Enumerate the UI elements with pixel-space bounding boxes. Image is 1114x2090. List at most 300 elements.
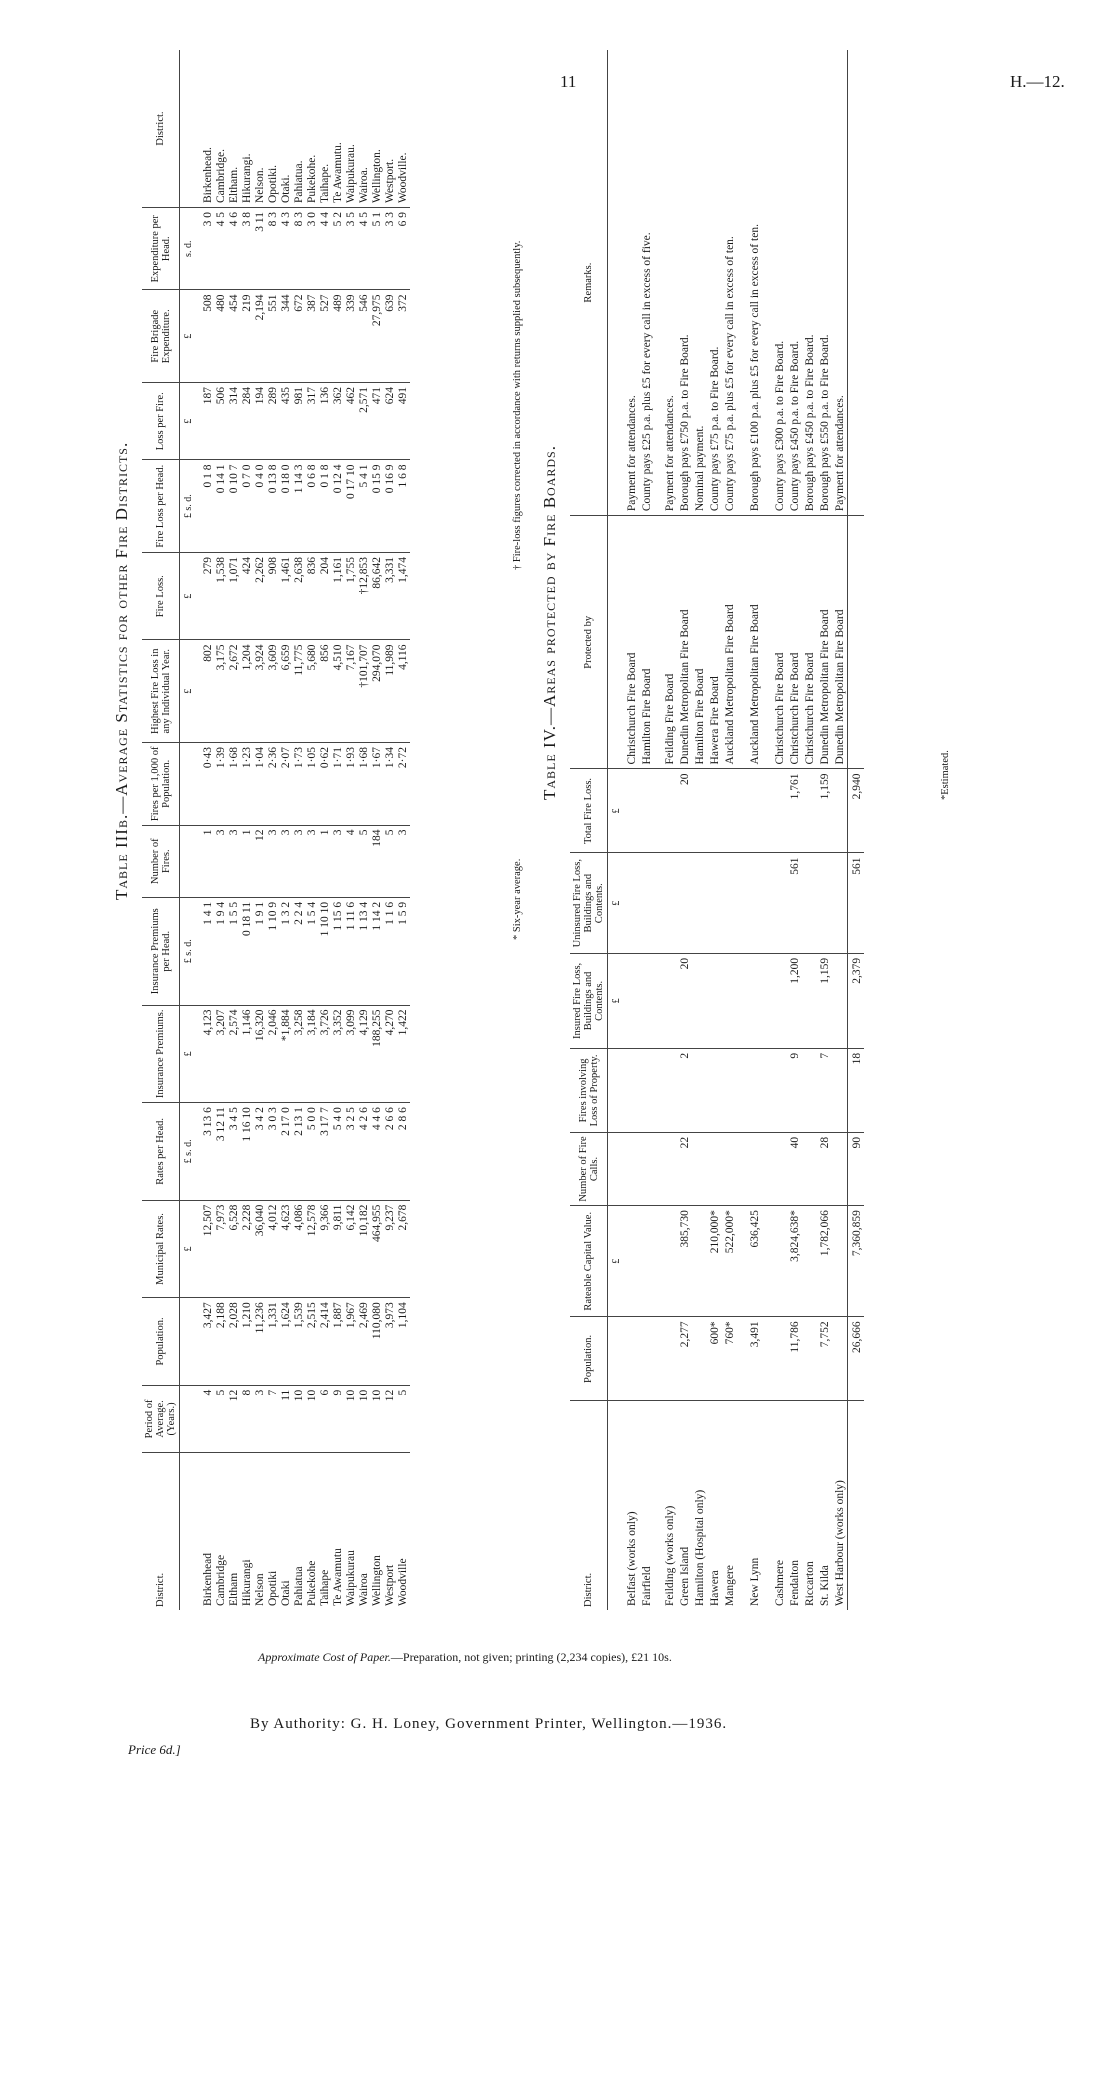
t3-cell: 464,955 — [371, 1200, 384, 1298]
t3-cell: 2·36 — [267, 743, 280, 825]
t3-cell: 462 — [345, 383, 358, 460]
t4-cell — [762, 953, 787, 1048]
t4-cell — [762, 1132, 787, 1205]
t3-cell: 362 — [332, 383, 345, 460]
t3-cell: 10,182 — [358, 1200, 371, 1298]
t4-cell: 7 — [817, 1048, 832, 1132]
t3-cell: Te Awamutu. — [332, 50, 345, 208]
t3-column-header: Fire Loss per Head. — [142, 460, 180, 553]
t4-cell — [802, 1206, 817, 1317]
t3-column-header: Population. — [142, 1298, 180, 1386]
t3-cell: 1,755 — [345, 552, 358, 640]
t3-cell: 0 17 10 — [345, 460, 358, 553]
t4-cell — [707, 1132, 722, 1205]
t3-cell: 3,207 — [215, 1005, 228, 1103]
t3-cell: 471 — [371, 383, 384, 460]
t4-cell: Hawera — [709, 1570, 721, 1606]
t3-cell: 1,161 — [332, 552, 345, 640]
t3-row — [293, 50, 306, 1610]
t3-cell: Pahiatua. — [293, 50, 306, 208]
t4-cell — [707, 769, 722, 853]
t4-cell: County pays £75 p.a. plus £5 for every call in excess of ten. — [722, 50, 737, 516]
t4-column-header: Population. — [570, 1317, 608, 1401]
t3-row — [371, 50, 384, 1610]
t4-cell — [802, 1132, 817, 1205]
t3-cell: 5 — [215, 1385, 228, 1452]
t4-cell: Dunedin Metropolitan Fire Board — [677, 516, 692, 769]
t3-cell: 3 — [293, 825, 306, 897]
t3-cell: 1,967 — [345, 1298, 358, 1386]
table3-footnote-six-year: * Six-year average. — [512, 858, 523, 940]
t4-cell: Christchurch Fire Board — [802, 516, 817, 769]
t3-cell: 279 — [196, 552, 215, 640]
t4-cell: Christchurch Fire Board — [762, 516, 787, 769]
t3-cell: 546 — [358, 290, 371, 383]
t3-cell: Pukekohe. — [306, 50, 319, 208]
t4-cell: St. Kilda — [819, 1565, 831, 1606]
t3-cell: 3,352 — [332, 1005, 345, 1103]
t3-cell: 4,270 — [384, 1005, 397, 1103]
t3-unit-label: £ — [180, 552, 197, 640]
t3-row — [306, 50, 319, 1610]
t3-cell: 1 5 4 — [306, 897, 319, 1005]
t3-cell: 1 4 1 — [196, 897, 215, 1005]
t3-cell: 3 11 — [254, 208, 267, 290]
t4-cell — [722, 853, 737, 953]
t3-cell: 6 9 — [397, 208, 410, 290]
t3-cell: Taihape. — [319, 50, 332, 208]
t3-cell: 2,469 — [358, 1298, 371, 1386]
t3-cell: 1 — [196, 825, 215, 897]
t3-cell: 188,255 — [371, 1005, 384, 1103]
t3-cell: 2,672 — [228, 640, 241, 743]
t3-unit-label: £ — [180, 1005, 197, 1103]
t3-cell: 3 — [254, 1385, 267, 1452]
t4-totals-row — [848, 50, 865, 1610]
t3-cell: 1 11 6 — [345, 897, 358, 1005]
t4-total-cell: 18 — [848, 1048, 865, 1132]
t3-cell: 1,146 — [241, 1005, 254, 1103]
t3-unit-label: £ s. d. — [180, 460, 197, 553]
t3-cell: 0 10 7 — [228, 460, 241, 553]
t4-cell — [832, 1206, 848, 1317]
t3-cell: Birkenhead. — [196, 50, 215, 208]
t4-cell: 2,277 — [677, 1317, 692, 1401]
cost-text: —Preparation, not given; printing (2,234 copies), £21 10s. — [390, 1650, 672, 1664]
t3-cell: 981 — [293, 383, 306, 460]
t4-cell — [762, 1317, 787, 1401]
t4-cell — [707, 1048, 722, 1132]
t3-column-header: Municipal Rates. — [142, 1200, 180, 1298]
t3-cell: 2,188 — [215, 1298, 228, 1386]
t3-cell: 3,175 — [215, 640, 228, 743]
t3-cell: 2,028 — [228, 1298, 241, 1386]
t3-cell: 3,099 — [345, 1005, 358, 1103]
t3-column-header: District. — [142, 50, 180, 208]
t3-cell: 836 — [306, 552, 319, 640]
t3-cell: 424 — [241, 552, 254, 640]
t3-cell: 10 — [358, 1385, 371, 1452]
t3-cell: 6,142 — [345, 1200, 358, 1298]
t3-row — [228, 50, 241, 1610]
t3-cell: 339 — [345, 290, 358, 383]
t4-row — [737, 50, 762, 1610]
t3-row — [254, 50, 267, 1610]
t3-cell: 1,887 — [332, 1298, 345, 1386]
t4-cell — [639, 1317, 654, 1401]
t4-cell: Cashmere — [774, 1560, 786, 1606]
t3-cell: 4 — [196, 1385, 215, 1452]
t4-cell — [654, 769, 677, 853]
t4-cell: New Lynn — [749, 1557, 761, 1606]
t4-cell — [624, 953, 639, 1048]
t3-cell: 3 4 5 — [228, 1103, 241, 1201]
t3-column-header: Insurance Premiums per Head. — [142, 897, 180, 1005]
t3-cell: 12 — [254, 825, 267, 897]
t3-cell: 4 4 6 — [371, 1103, 384, 1201]
t3-cell: 219 — [241, 290, 254, 383]
t3-cell: Wellington — [371, 1555, 383, 1606]
t3-cell: 0 18 0 — [280, 460, 293, 553]
page-number: 11 — [560, 72, 577, 91]
t4-cell — [654, 1317, 677, 1401]
t4-cell — [802, 853, 817, 953]
t4-cell: 600* — [707, 1317, 722, 1401]
t3-cell: 3,924 — [254, 640, 267, 743]
t3-cell: 314 — [228, 383, 241, 460]
t4-column-header: Total Fire Loss. — [570, 769, 608, 853]
t3-cell: 3,184 — [306, 1005, 319, 1103]
t4-row — [707, 50, 722, 1610]
t3-cell: 2 17 0 — [280, 1103, 293, 1201]
t3-cell: 3 — [397, 825, 410, 897]
t4-unit-label — [608, 1317, 625, 1401]
t3-column-header: Fires per 1,000 of Population. — [142, 743, 180, 825]
t3-cell: 527 — [319, 290, 332, 383]
t4-cell: 2 — [677, 1048, 692, 1132]
t3-cell: 12 — [384, 1385, 397, 1452]
t3-cell: 1 16 10 — [241, 1103, 254, 1201]
t4-cell — [624, 769, 639, 853]
t3-unit-label: £ — [180, 290, 197, 383]
t4-total-cell: 90 — [848, 1132, 865, 1205]
t3-cell: Te Awamutu — [332, 1548, 344, 1606]
t3-cell: 489 — [332, 290, 345, 383]
t3-cell: 672 — [293, 290, 306, 383]
t3-cell: 4 5 — [358, 208, 371, 290]
t4-cell — [624, 1048, 639, 1132]
t4-cell — [737, 1048, 762, 1132]
t4-cell — [692, 953, 707, 1048]
t3-cell: †12,853 — [358, 552, 371, 640]
t4-cell: 9 — [787, 1048, 802, 1132]
t3-unit-label: £ s. d. — [180, 897, 197, 1005]
t3-cell: 3,427 — [196, 1298, 215, 1386]
t3-cell: 4 3 — [280, 208, 293, 290]
t3-cell: 0 15 9 — [371, 460, 384, 553]
table3 — [142, 50, 410, 1610]
t3-column-header: Fire Brigade Expenditure. — [142, 290, 180, 383]
t3-cell: 1,474 — [397, 552, 410, 640]
t3-cell: Waipukurau — [345, 1550, 357, 1606]
t3-cell: Taihape — [319, 1569, 331, 1606]
t4-row — [787, 50, 802, 1610]
t4-unit-label — [608, 1132, 625, 1205]
t3-cell: 1 1 6 — [384, 897, 397, 1005]
t4-cell: 561 — [787, 853, 802, 953]
t3-cell: 5 — [397, 1385, 410, 1452]
t3-cell: 5 — [384, 825, 397, 897]
t4-unit-label: £ — [608, 953, 625, 1048]
t3-cell: 435 — [280, 383, 293, 460]
t3-cell: 4,086 — [293, 1200, 306, 1298]
t3-cell: 9 — [332, 1385, 345, 1452]
t3-cell: 1,624 — [280, 1298, 293, 1386]
t4-cell — [692, 1132, 707, 1205]
t3-cell: Westport. — [384, 50, 397, 208]
t3-cell: 0 16 9 — [384, 460, 397, 553]
t3-column-header: Insurance Premiums. — [142, 1005, 180, 1103]
t3-cell: 11,775 — [293, 640, 306, 743]
t3-cell: 1 14 2 — [371, 897, 384, 1005]
t3-cell: 187 — [196, 383, 215, 460]
t3-cell: 204 — [319, 552, 332, 640]
t4-unit-label: £ — [608, 853, 625, 953]
t3-row — [319, 50, 332, 1610]
t3-cell: 2·07 — [280, 743, 293, 825]
t4-cell — [762, 1048, 787, 1132]
table4 — [570, 50, 864, 1610]
t3-cell: 1 15 6 — [332, 897, 345, 1005]
t3-unit-label: £ — [180, 640, 197, 743]
t4-cell — [802, 953, 817, 1048]
t4-cell: Payment for attendances. — [832, 50, 848, 516]
document-reference: H.—12. — [1010, 72, 1065, 91]
t4-cell: 1,761 — [787, 769, 802, 853]
t4-cell: Hamilton (Hospital only) — [694, 1489, 706, 1606]
t3-cell: 4,123 — [196, 1005, 215, 1103]
t3-cell: 3,973 — [384, 1298, 397, 1386]
t4-row — [762, 50, 787, 1610]
t3-cell: 4 2 6 — [358, 1103, 371, 1201]
t4-cell — [639, 1206, 654, 1317]
t4-cell — [624, 1132, 639, 1205]
t3-cell: Birkenhead — [202, 1552, 214, 1606]
t4-cell — [654, 953, 677, 1048]
t4-total-cell — [848, 1401, 865, 1610]
t4-cell — [832, 953, 848, 1048]
t4-column-header: Protected by — [570, 516, 608, 769]
t3-column-header: Highest Fire Loss in any Individual Year. — [142, 640, 180, 743]
t3-column-header: Fire Loss. — [142, 552, 180, 640]
t3-cell: 110,080 — [371, 1298, 384, 1386]
t4-cell — [762, 769, 787, 853]
t3-cell: Hikurangi. — [241, 50, 254, 208]
t3-cell: 1,539 — [293, 1298, 306, 1386]
price: Price 6d.] — [128, 1742, 181, 1757]
t4-cell — [654, 1048, 677, 1132]
t4-cell — [832, 853, 848, 953]
t3-cell: Nelson. — [254, 50, 267, 208]
t4-cell — [802, 769, 817, 853]
t3-cell: 1·23 — [241, 743, 254, 825]
t4-cell — [654, 853, 677, 953]
t3-cell: 1 10 10 — [319, 897, 332, 1005]
t3-cell: 1 3 2 — [280, 897, 293, 1005]
t3-cell: 0 4 0 — [254, 460, 267, 553]
t4-total-cell: 2,940 — [848, 769, 865, 853]
t3-cell: 4,012 — [267, 1200, 280, 1298]
t3-cell: Eltham. — [228, 50, 241, 208]
t3-column-header: Period of Average. (Years.) — [142, 1385, 180, 1452]
t3-cell: 1·67 — [371, 743, 384, 825]
cost-label: Approximate Cost of Paper. — [258, 1650, 391, 1664]
t3-cell: 1·04 — [254, 743, 267, 825]
t4-cell — [722, 1132, 737, 1205]
t4-total-cell — [848, 50, 865, 516]
t4-cell — [762, 853, 787, 953]
t3-cell: Opotiki — [267, 1570, 279, 1606]
t4-cell: Auckland Metropolitan Fire Board — [722, 516, 737, 769]
t4-cell — [639, 769, 654, 853]
t4-unit-label: £ — [608, 769, 625, 853]
t3-cell: 1,210 — [241, 1298, 254, 1386]
t4-cell — [802, 1048, 817, 1132]
t3-cell: 1 — [241, 825, 254, 897]
t3-cell: 3 0 3 — [267, 1103, 280, 1201]
t4-cell: Nominal payment. — [692, 50, 707, 516]
t3-cell: 5 0 0 — [306, 1103, 319, 1201]
t4-cell: Green Island — [679, 1546, 691, 1606]
t4-cell — [722, 1048, 737, 1132]
t3-cell: 1·93 — [345, 743, 358, 825]
t3-cell: 1·34 — [384, 743, 397, 825]
t3-row — [241, 50, 254, 1610]
t4-cell: Dunedin Metropolitan Fire Board — [832, 516, 848, 769]
t3-cell: 11,989 — [384, 640, 397, 743]
t3-row — [384, 50, 397, 1610]
t4-cell — [654, 1206, 677, 1317]
t3-cell: 508 — [196, 290, 215, 383]
t3-unit-label: £ — [180, 383, 197, 460]
t3-row — [215, 50, 228, 1610]
t4-cell: 3,824,638* — [787, 1206, 802, 1317]
t3-cell: 3 17 7 — [319, 1103, 332, 1201]
t3-cell: 491 — [397, 383, 410, 460]
t3-cell: 3 2 5 — [345, 1103, 358, 1201]
t3-row — [345, 50, 358, 1610]
t4-cell: Payment for attendances. — [654, 50, 677, 516]
t3-cell: 6,528 — [228, 1200, 241, 1298]
t3-unit-label — [180, 1453, 197, 1610]
t4-column-header: Insured Fire Loss, Buildings and Contents. — [570, 953, 608, 1048]
t3-cell: 4 — [345, 825, 358, 897]
t3-cell: 5 4 1 — [358, 460, 371, 553]
t4-cell — [639, 1132, 654, 1205]
t4-cell: 11,786 — [787, 1317, 802, 1401]
t3-cell: Pukekohe — [306, 1560, 318, 1606]
t4-cell — [832, 1317, 848, 1401]
t3-cell: 3 4 2 — [254, 1103, 267, 1201]
t4-cell — [624, 853, 639, 953]
t3-cell: 3 13 6 — [196, 1103, 215, 1201]
t3-cell: 2,414 — [319, 1298, 332, 1386]
t4-unit-label — [608, 1048, 625, 1132]
t4-cell: County pays £25 p.a. plus £5 for every call in excess of five. — [639, 50, 654, 516]
t3-cell: 0 1 8 — [319, 460, 332, 553]
t3-cell: 7 — [267, 1385, 280, 1452]
t4-unit-label — [608, 50, 625, 516]
t4-cell: 28 — [817, 1132, 832, 1205]
t3-cell: 802 — [196, 640, 215, 743]
table4-footnote: *Estimated. — [940, 750, 951, 800]
t4-cell: 1,782,066 — [817, 1206, 832, 1317]
t4-column-header: Rateable Capital Value. — [570, 1206, 608, 1317]
t3-cell: 639 — [384, 290, 397, 383]
t3-cell: 3,609 — [267, 640, 280, 743]
t3-cell: 0 13 8 — [267, 460, 280, 553]
t3-cell: 624 — [384, 383, 397, 460]
t3-cell: 2,262 — [254, 552, 267, 640]
t3-cell: 27,975 — [371, 290, 384, 383]
t3-cell: 3,331 — [384, 552, 397, 640]
t4-cell: Borough pays £750 p.a. to Fire Board. — [677, 50, 692, 516]
t4-cell: Feilding Fire Board — [654, 516, 677, 769]
t4-cell: Riccarton — [804, 1561, 816, 1606]
t4-row — [677, 50, 692, 1610]
t4-unit-label: £ — [608, 1206, 625, 1317]
t3-cell: 2,571 — [358, 383, 371, 460]
t4-column-header: Uninsured Fire Loss, Buildings and Contents. — [570, 853, 608, 953]
t3-unit-label — [180, 743, 197, 825]
t4-cell — [722, 953, 737, 1048]
t3-cell: 1 9 1 — [254, 897, 267, 1005]
t4-cell: 385,730 — [677, 1206, 692, 1317]
t4-cell: Christchurch Fire Board — [787, 516, 802, 769]
t4-cell: 1,159 — [817, 769, 832, 853]
t3-cell: 0 14 1 — [215, 460, 228, 553]
t3-cell: 184 — [371, 825, 384, 897]
t3-cell: 1·39 — [215, 743, 228, 825]
t3-row — [358, 50, 371, 1610]
t3-cell: 3 — [280, 825, 293, 897]
t3-cell: Cambridge — [215, 1554, 227, 1606]
t3-cell: 2 8 6 — [397, 1103, 410, 1201]
t4-total-cell: 26,666 — [848, 1317, 865, 1401]
t4-column-header: Remarks. — [570, 50, 608, 516]
t3-cell: 0 7 0 — [241, 460, 254, 553]
t3-cell: 12,507 — [196, 1200, 215, 1298]
t4-cell: County pays £450 p.a. to Fire Board. — [787, 50, 802, 516]
t3-cell: Wairoa. — [358, 50, 371, 208]
t3-cell: 3 — [267, 825, 280, 897]
t4-cell: Fendalton — [789, 1560, 801, 1606]
t4-cell: 1,200 — [787, 953, 802, 1048]
t4-cell — [639, 853, 654, 953]
t3-cell: *1,884 — [280, 1005, 293, 1103]
t4-total-cell: 2,379 — [848, 953, 865, 1048]
t3-unit-label — [180, 1385, 197, 1452]
t4-cell: West Harbour (works only) — [834, 1480, 846, 1606]
t4-cell — [639, 953, 654, 1048]
table4-block — [540, 224, 1114, 2060]
t3-column-header: District. — [142, 1453, 180, 1610]
t4-cell: Dunedin Metropolitan Fire Board — [817, 516, 832, 769]
t3-cell: 12,578 — [306, 1200, 319, 1298]
t3-cell: 4 5 — [215, 208, 228, 290]
t3-cell: 2 2 4 — [293, 897, 306, 1005]
t3-cell: 344 — [280, 290, 293, 383]
